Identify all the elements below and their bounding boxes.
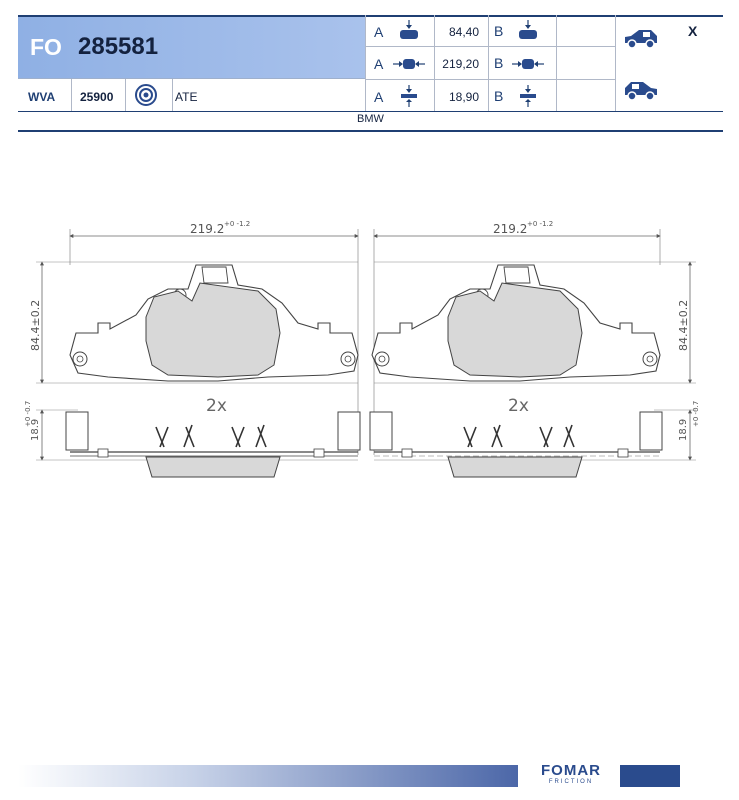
height-value: 84,40	[448, 25, 479, 39]
right-width-dim: 219.2	[493, 222, 528, 236]
footer-logo-sub: FRICTION	[548, 779, 594, 785]
dim-divider-5	[615, 15, 616, 111]
part-number: 285581	[78, 33, 159, 60]
right-pad-view	[370, 220, 700, 477]
header-row-rule-2	[365, 79, 615, 80]
dim-divider-3	[488, 15, 489, 111]
title-band	[18, 15, 365, 78]
width-value: 219,20	[442, 57, 479, 71]
right-thick-dim: 18.9	[678, 418, 689, 441]
wva-divider-1	[71, 79, 72, 111]
rear-axle-car-icon	[623, 77, 659, 105]
footer-brand-block	[620, 765, 680, 787]
right-thick-tol: +0 -0.7	[692, 400, 700, 427]
right-height-dim: 84.4±0.2	[677, 299, 690, 351]
left-quantity: 2x	[206, 396, 227, 416]
product-header	[18, 15, 723, 132]
axle-b-label-3: B	[494, 88, 504, 104]
header-bottom-rule	[18, 130, 723, 132]
pad-width-icon	[392, 52, 426, 76]
pad-height-b-icon	[511, 19, 545, 43]
dim-divider-4	[556, 15, 557, 111]
part-prefix: FO	[30, 34, 62, 60]
dim-divider-1	[365, 15, 366, 111]
left-width-tol: +0 -1.2	[224, 220, 251, 228]
axle-b-label-2: B	[494, 55, 504, 71]
wva-number: 25900	[80, 90, 114, 104]
header-row-rule-1	[365, 46, 615, 47]
left-width-dim: 219.2	[190, 222, 225, 236]
right-width-tol: +0 -1.2	[527, 220, 554, 228]
wva-divider-2	[125, 79, 126, 111]
right-quantity: 2x	[508, 396, 529, 416]
header-top-rule	[18, 15, 723, 17]
front-axle-mark: X	[688, 23, 698, 39]
left-thick-dim: 18.9	[30, 418, 41, 441]
vehicle-brand: BMW	[357, 113, 384, 125]
front-axle-car-icon	[623, 25, 659, 53]
left-height-dim: 84.4±0.2	[29, 299, 42, 351]
wva-brand: ATE	[175, 90, 198, 104]
axle-a-label-2: A	[374, 56, 384, 72]
footer-logo-name: FOMAR	[541, 762, 601, 779]
brake-disc-icon	[134, 83, 158, 107]
axle-b-label-1: B	[494, 23, 504, 39]
wva-label: WVA	[28, 90, 56, 104]
footer-gradient-bar	[18, 765, 518, 787]
pad-height-icon	[392, 19, 426, 43]
axle-a-label-3: A	[374, 89, 384, 105]
brake-pad-drawing	[18, 205, 723, 495]
left-thick-tol: +0 -0.7	[24, 400, 32, 427]
left-pad-view	[24, 220, 360, 477]
pad-width-b-icon	[511, 52, 545, 76]
pad-thickness-icon	[392, 84, 426, 108]
header-brand-rule	[18, 111, 723, 112]
axle-a-label-1: A	[374, 24, 384, 40]
pad-thickness-b-icon	[511, 84, 545, 108]
thickness-value: 18,90	[448, 90, 479, 104]
wva-divider-3	[172, 79, 173, 111]
